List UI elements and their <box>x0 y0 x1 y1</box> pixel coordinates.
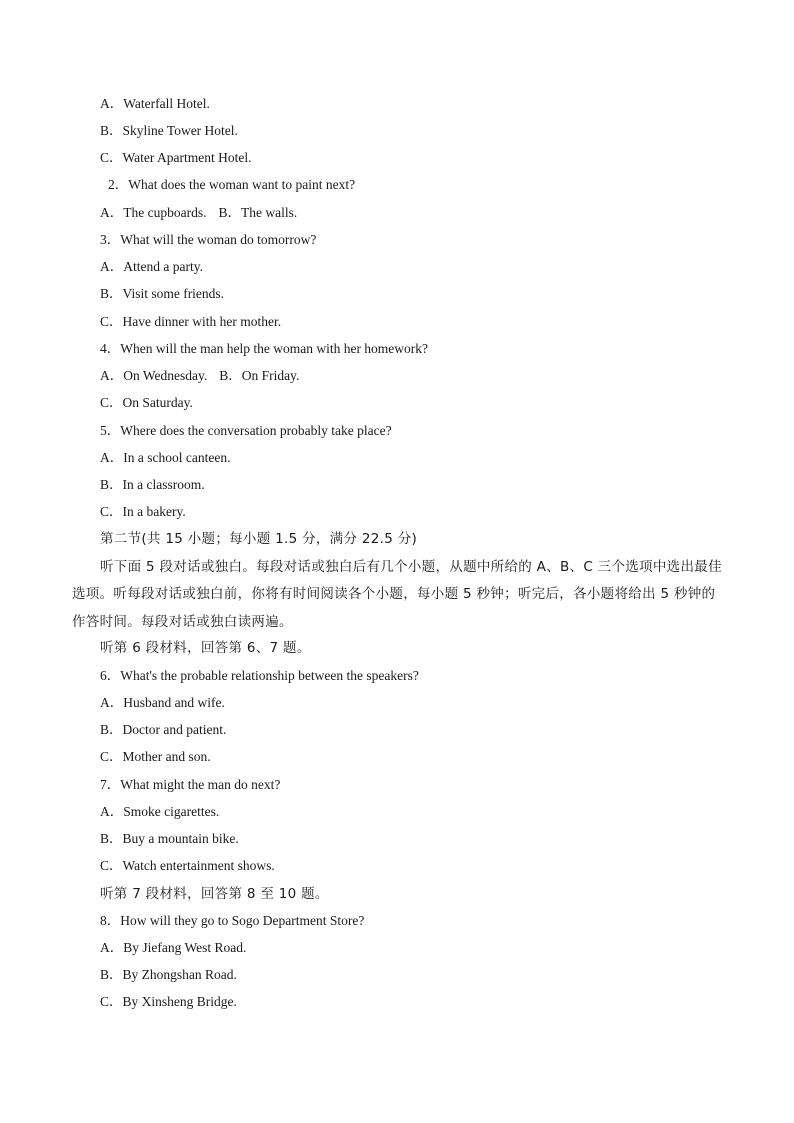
q7-option-b: B．Buy a mountain bike. <box>100 831 239 846</box>
q1-option-b: B．Skyline Tower Hotel. <box>100 123 238 138</box>
q6-option-a: A．Husband and wife. <box>100 695 225 710</box>
q8-option-c: C．By Xinsheng Bridge. <box>100 994 237 1009</box>
material-7-heading: 听第 7 段材料，回答第 8 至 10 题。 <box>100 886 329 902</box>
q7-option-a: A．Smoke cigarettes. <box>100 804 220 819</box>
question-6: 6．What's the probable relationship between the speakers? <box>100 668 419 683</box>
question-2: 2．What does the woman want to paint next? <box>108 177 356 192</box>
section-2-instructions: 听下面 5 段对话或独白。每段对话或独白后有几个小题，从题中所给的 A、B、C 三个选项中选出最佳选项。听每段对话或独白前，你将有时间阅读各个小题，每小题 5 秒钟；听完后，各小题将给出 5 秒钟的作答时间。每段对话或独白读两遍。 <box>72 559 722 630</box>
q5-option-b: B．In a classroom. <box>100 477 205 492</box>
q3-option-a: A．Attend a party. <box>100 259 203 274</box>
q8-option-b: B．By Zhongshan Road. <box>100 967 237 982</box>
section-2-heading: 第二节(共 15 小题；每小题 1.5 分，满分 22.5 分) <box>100 531 418 547</box>
q4-option-b: B．On Friday. <box>219 368 300 383</box>
q2-options <box>100 204 297 222</box>
q1-option-c: C．Water Apartment Hotel. <box>100 150 252 165</box>
question-3: 3．What will the woman do tomorrow? <box>100 232 317 247</box>
q4-options <box>100 367 299 385</box>
q4-option-a: A．On Wednesday. <box>100 368 208 383</box>
material-6-heading: 听第 6 段材料，回答第 6、7 题。 <box>100 640 311 656</box>
q1-option-a: A．Waterfall Hotel. <box>100 96 210 111</box>
q5-option-a: A．In a school canteen. <box>100 450 231 465</box>
q4-option-c: C．On Saturday. <box>100 395 193 410</box>
question-8: 8．How will they go to Sogo Department Store? <box>100 913 365 928</box>
q6-option-b: B．Doctor and patient. <box>100 722 227 737</box>
q2-option-b: B．The walls. <box>218 205 298 220</box>
q5-option-c: C．In a bakery. <box>100 504 186 519</box>
q7-option-c: C．Watch entertainment shows. <box>100 858 275 873</box>
q2-option-a: A．The cupboards. <box>100 205 207 220</box>
q3-option-c: C．Have dinner with her mother. <box>100 314 282 329</box>
q8-option-a: A．By Jiefang West Road. <box>100 940 247 955</box>
question-7: 7．What might the man do next? <box>100 777 281 792</box>
question-5: 5．Where does the conversation probably take place? <box>100 423 392 438</box>
question-4: 4．When will the man help the woman with her homework? <box>100 341 429 356</box>
q6-option-c: C．Mother and son. <box>100 749 211 764</box>
q3-option-b: B．Visit some friends. <box>100 286 225 301</box>
